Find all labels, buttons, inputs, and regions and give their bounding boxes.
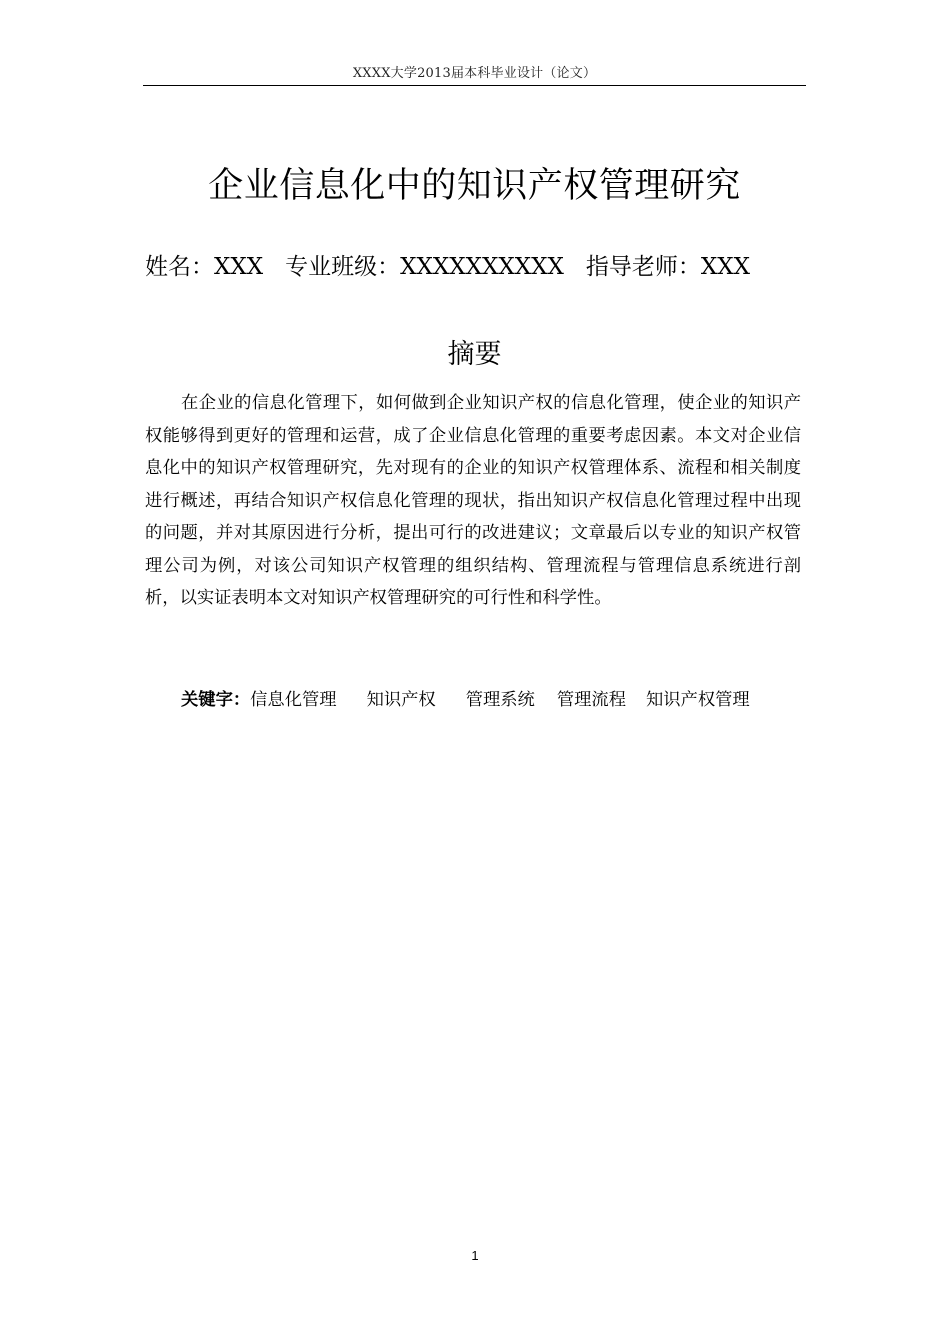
- keyword-item: 管理流程: [556, 690, 626, 710]
- author-line: [145, 252, 808, 282]
- abstract-body: 在企业的信息化管理下，如何做到企业知识产权的信息化管理，使企业的知识产权能够得到更好的管理和运营，成了企业信息化管理的重要考虑因素。本文对企业信息化中的知识产权管理研究，先对现有的企业的知识产权管理体系、流程和相关制度进行概述，再结合知识产权信息化管理的现状，指出知识产权信息化管理过程中出现的问题，并对其原因进行分析，提出可行的改进建议；文章最后以专业的知识产权管理公司为例，对该公司知识产权管理的组织结构、管理流程与管理信息系统进行剖析，以实证表明本文对知识产权管理研究的可行性和科学性。: [145, 393, 801, 608]
- advisor-label: 指导老师：: [585, 254, 701, 280]
- header-rule: [143, 85, 806, 86]
- running-header: XXXX大学2013届本科毕业设计（论文）: [352, 66, 597, 81]
- keyword-item: 知识产权管理: [645, 690, 750, 710]
- keyword-item: 管理系统: [465, 690, 535, 710]
- name-label: 姓名：: [145, 254, 214, 280]
- document-title: 企业信息化中的知识产权管理研究: [208, 166, 741, 206]
- class-value: XXXXXXXXXX: [400, 254, 564, 280]
- keyword-item: 知识产权: [366, 690, 436, 710]
- keyword-item: 信息化管理: [250, 690, 337, 710]
- page-number: 1: [471, 1248, 479, 1263]
- class-label: 专业班级：: [285, 254, 401, 280]
- keywords-line: [181, 685, 821, 715]
- name-value: XXX: [214, 254, 264, 280]
- abstract-heading: 摘要: [447, 339, 502, 370]
- keywords-label: 关键字：: [181, 690, 251, 710]
- advisor-value: XXX: [700, 254, 750, 280]
